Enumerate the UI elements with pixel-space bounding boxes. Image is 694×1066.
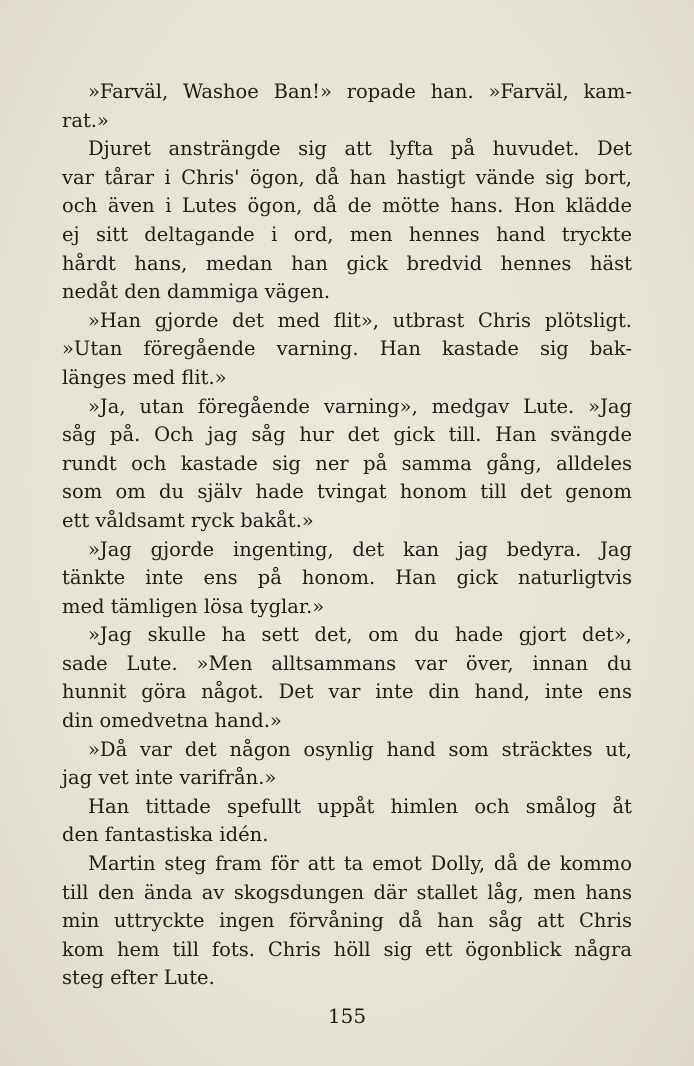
paragraph [62, 793, 632, 850]
text-line: »Utan föregående varning. Han kastade sig bak- [62, 337, 632, 361]
paragraph [62, 850, 632, 993]
text-line: Han tittade spefullt uppåt himlen och smålog åt [88, 794, 632, 818]
text-line: ej sitt deltagande i ord, men hennes hand tryckte [62, 222, 632, 246]
text-line: »Han gjorde det med flit», utbrast Chris plötsligt. [88, 308, 632, 332]
text-line: länges med flit.» [62, 365, 227, 389]
paragraph [62, 621, 632, 735]
text-line: sade Lute. »Men alltsammans var över, innan du [62, 651, 632, 675]
text-line: »Då var det någon osynlig hand som sträcktes ut, [88, 737, 632, 761]
paragraph [62, 135, 632, 307]
text-line: rundt och kastade sig ner på samma gång, alldeles [62, 451, 632, 475]
text-line: såg på. Och jag såg hur det gick till. Han svängde [62, 423, 632, 447]
page-number: 155 [327, 1004, 367, 1028]
text-line: kom hem till fots. Chris höll sig ett ögonblick några [62, 937, 632, 961]
text-line: var tårar i Chris' ögon, då han hastigt vände sig bort, [62, 165, 632, 189]
text-line: »Ja, utan föregående varning», medgav Lute. »Jag [88, 394, 632, 418]
text-line: din omedvetna hand.» [62, 709, 282, 733]
body-text [62, 78, 632, 993]
text-line: och även i Lutes ögon, då de mötte hans. Hon klädde [62, 194, 632, 218]
text-line: »Jag skulle ha sett det, om du hade gjort det», [88, 623, 632, 647]
text-line: »Jag gjorde ingenting, det kan jag bedyra. Jag [88, 537, 632, 561]
text-line: nedåt den dammiga vägen. [62, 280, 331, 304]
paragraph [62, 78, 632, 135]
text-line: till den ända av skogsdungen där stallet låg, men hans [62, 880, 632, 904]
text-line: »Farväl, Washoe Ban!» ropade han. »Farväl, kam- [88, 80, 632, 103]
text-line: tänkte inte ens på honom. Han gick naturligtvis [62, 566, 632, 590]
text-line: Martin steg fram för att ta emot Dolly, då de kommo [88, 852, 632, 876]
text-line: med tämligen lösa tyglar.» [62, 594, 325, 618]
text-line: rat.» [62, 108, 109, 132]
text-line: steg efter Lute. [62, 966, 215, 990]
paragraph [62, 393, 632, 536]
text-line: ett våldsamt ryck bakåt.» [62, 508, 314, 532]
text-line: min uttryckte ingen förvåning då han såg att Chris [62, 909, 632, 933]
text-line: Djuret ansträngde sig att lyfta på huvudet. Det [88, 137, 632, 161]
text-line: hårdt hans, medan han gick bredvid hennes häst [62, 251, 632, 275]
paragraph [62, 307, 632, 393]
text-line: den fantastiska idén. [62, 823, 269, 847]
text-line: som om du själv hade tvingat honom till det genom [62, 480, 632, 504]
text-line: hunnit göra något. Det var inte din hand, inte ens [62, 680, 632, 704]
paragraph [62, 536, 632, 622]
text-line: jag vet inte varifrån.» [62, 766, 277, 790]
paragraph [62, 736, 632, 793]
